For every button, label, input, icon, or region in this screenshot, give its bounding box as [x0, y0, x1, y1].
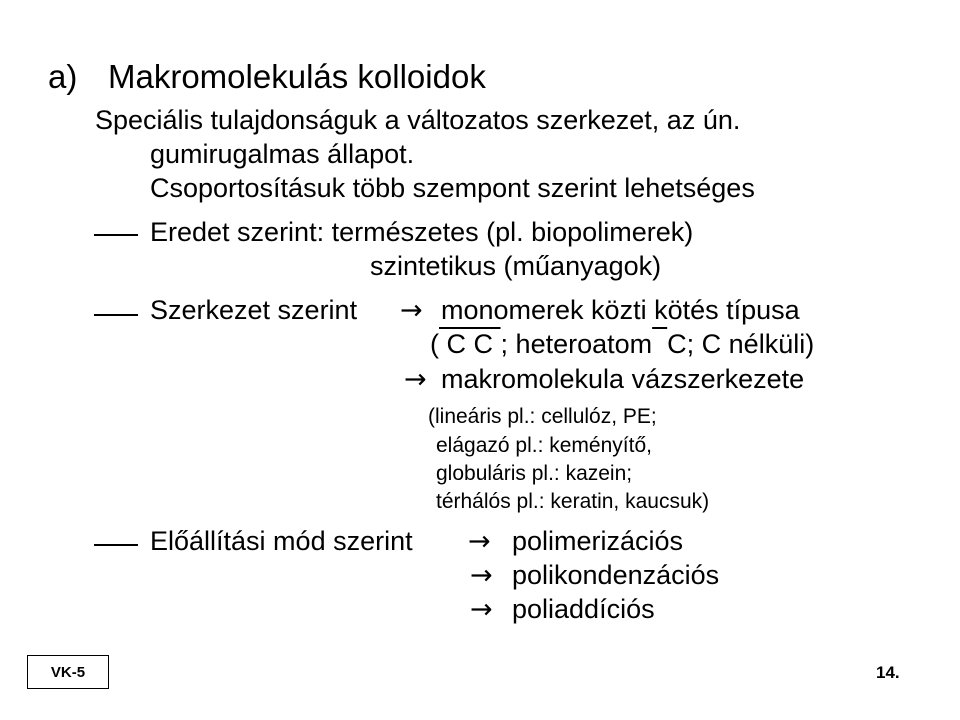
bond-rest-2: C; C nélküli) [667, 329, 815, 359]
bond-c1-text: C [446, 329, 467, 359]
bond-c2 [466, 329, 501, 359]
example-crosslinked: térhálós pl.: keratin, kaucsuk) [436, 490, 710, 513]
intro-line-2: gumirugalmas állapot. [150, 139, 415, 169]
structure-item-bond-type: monomerek közti kötés típusa [441, 295, 800, 325]
production-item-polyaddition: poliaddíciós [512, 594, 655, 624]
title-marker: a) [48, 58, 78, 95]
arrow-icon: → [470, 560, 493, 591]
bullet-dash-origin [94, 234, 138, 236]
page-title: Makromolekulás kolloidok [108, 58, 486, 95]
origin-label: Eredet szerint: természetes (pl. biopolimerek) [150, 217, 694, 247]
bullet-dash-production [94, 544, 138, 546]
structure-label: Szerkezet szerint [150, 295, 358, 325]
slide-code: VK-5 [50, 663, 86, 681]
bullet-dash-structure [94, 314, 138, 316]
page-number: 14. [876, 663, 900, 682]
bond-open-paren: ( [430, 329, 439, 359]
bond-c-overline [652, 329, 667, 359]
structure-item-skeleton: makromolekula vázszerkezete [441, 364, 805, 394]
intro-line-1: Speciális tulajdonságuk a változatos szerkezet, az ún. [95, 105, 741, 135]
bond-c1 [439, 329, 466, 359]
production-item-polymerization: polimerizációs [512, 526, 684, 556]
intro-line-3: Csoportosításuk több szempont szerint lehetséges [150, 173, 755, 203]
arrow-icon: → [400, 295, 423, 326]
slide-code-badge [27, 655, 109, 689]
production-item-polycondensation: polikondenzációs [512, 560, 720, 590]
production-label: Előállítási mód szerint [150, 526, 413, 556]
example-branched: elágazó pl.: keményítő, [436, 434, 652, 457]
example-globular: globuláris pl.: kazein; [436, 462, 633, 485]
arrow-icon: → [404, 364, 427, 395]
origin-synthetic: szintetikus (műanyagok) [370, 251, 662, 281]
bond-rest-1: ; heteroatom [500, 329, 653, 359]
bond-c2-text: C [473, 329, 494, 359]
arrow-icon: → [468, 526, 491, 557]
example-linear: (lineáris pl.: cellulóz, PE; [428, 405, 657, 428]
bond-line [430, 331, 814, 358]
arrow-icon: → [470, 594, 493, 625]
